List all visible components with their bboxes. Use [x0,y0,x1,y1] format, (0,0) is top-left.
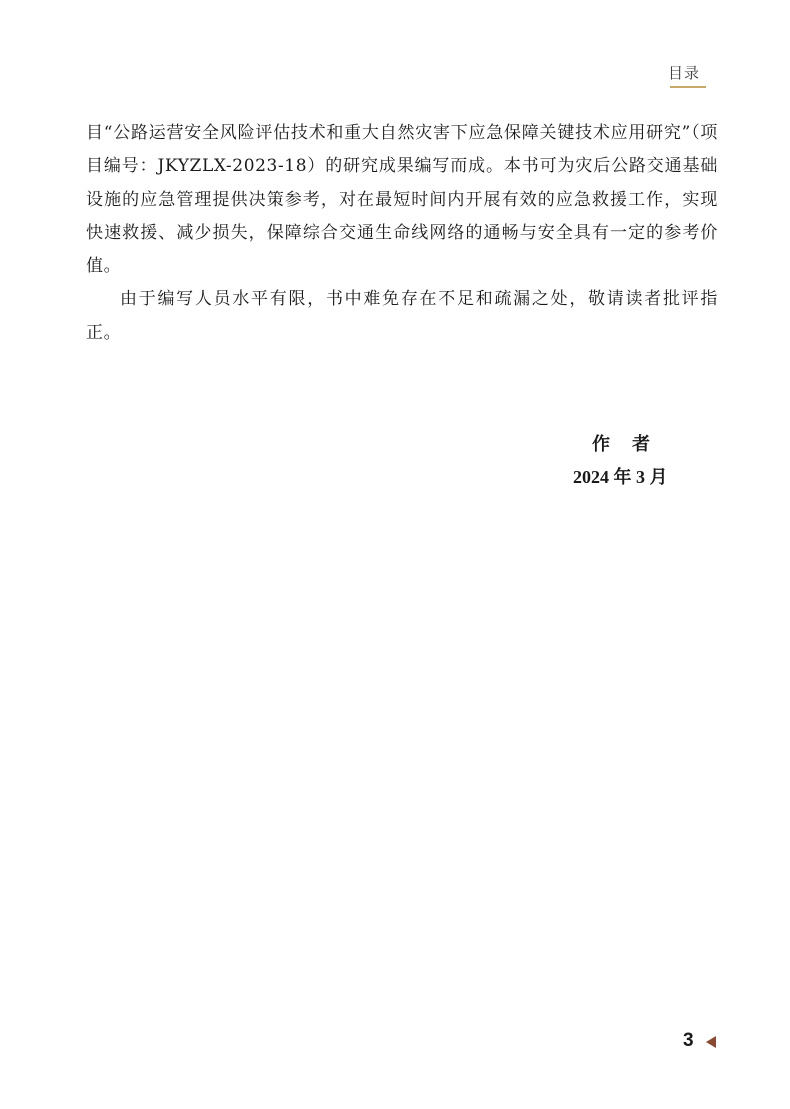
page-number: 3 [683,1030,694,1051]
left-triangle-icon [706,1036,716,1048]
toc-link-underline [670,86,706,88]
signature-author: 作者 [592,434,672,455]
body-paragraph-1: 目“公路运营安全风险评估技术和重大自然灾害下应急保障关键技术应用研究”（项目编号：JKYZLX-2023-18）的研究成果编写而成。本书可为灾后公路交通基础设施的应急管理提供决策参考，对在最短时间内开展有效的应急救援工作，实现快速救援、减少损失，保障综合交通生命线网络的通畅与安全具有一定的参考价值。 [86,123,718,277]
signature-date: 2024 年 3 月 [573,467,668,487]
table-of-contents-link[interactable]: 目录 [668,64,701,82]
body-text [86,117,718,350]
body-paragraph-2: 由于编写人员水平有限，书中难免存在不足和疏漏之处，敬请读者批评指正。 [86,289,718,343]
